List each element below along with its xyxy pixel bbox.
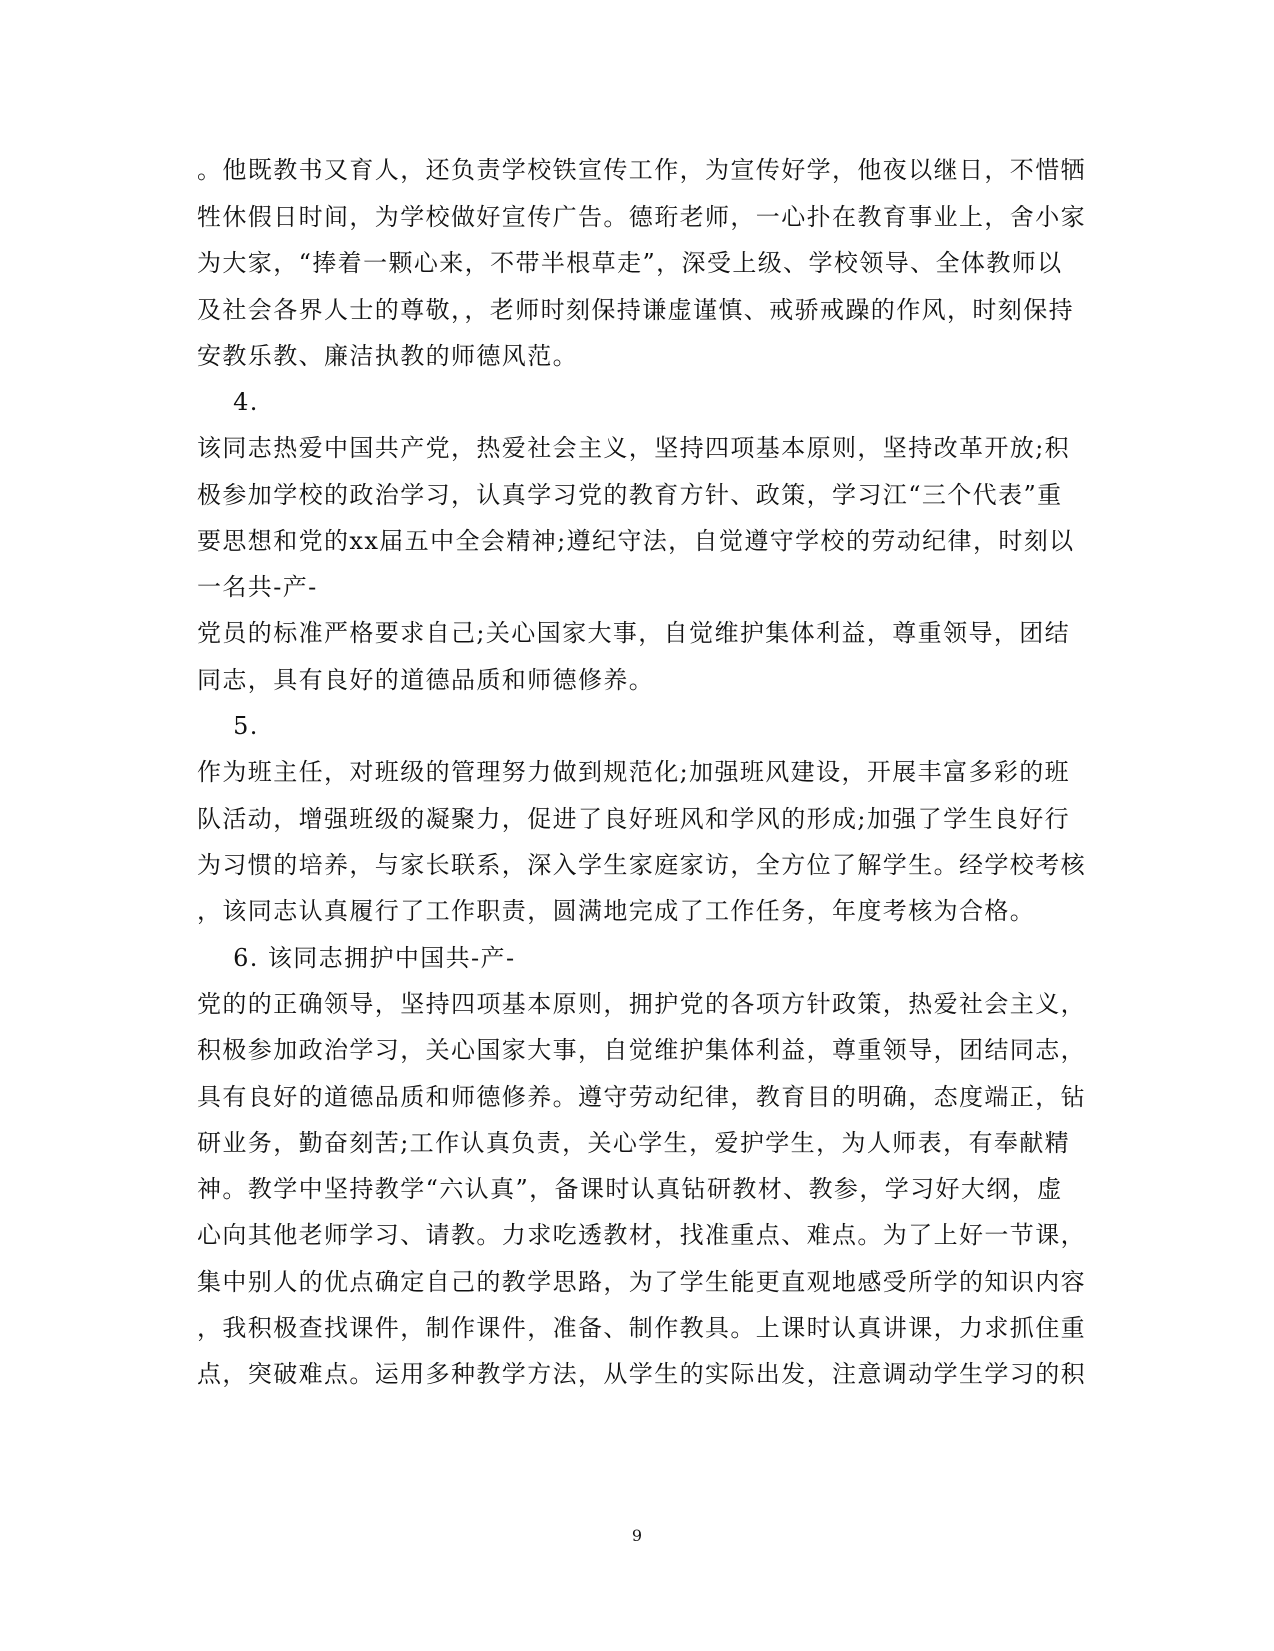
text-line: 心向其他老师学习、请教。力求吃透教材，找准重点、难点。为了上好一节课，: [197, 1221, 1086, 1249]
text-line: 为大家，“捧着一颗心来，不带半根草走”，深受上级、学校领导、全体教师以: [197, 249, 1063, 277]
text-line: 5.: [197, 712, 259, 740]
text-line: 牲休假日时间，为学校做好宣传广告。德珩老师，一心扑在教育事业上，舍小家: [197, 203, 1086, 231]
text-line: 及社会各界人士的尊敬，，老师时刻保持谦虚谨慎、戒骄戒躁的作风，时刻保持: [197, 296, 1074, 324]
text-line: ，我积极查找课件，制作课件，准备、制作教具。上课时认真讲课，力求抓住重: [197, 1314, 1086, 1342]
text-line: 安教乐教、廉洁执教的师德风范。: [197, 342, 578, 370]
text-line: 。他既教书又育人，还负责学校铁宣传工作，为宣传好学，他夜以继日，不惜牺: [197, 156, 1086, 184]
text-line: 作为班主任，对班级的管理努力做到规范化;加强班风建设，开展丰富多彩的班: [197, 758, 1071, 786]
text-line: 党员的标准严格要求自己;关心国家大事，自觉维护集体利益，尊重领导，团结: [197, 619, 1071, 647]
text-line: 具有良好的道德品质和师德修养。遵守劳动纪律，教育目的明确，态度端正，钻: [197, 1083, 1086, 1111]
text-line: 6. 该同志拥护中国共-产-: [197, 944, 516, 972]
text-line: 神。教学中坚持教学“六认真”，备课时认真钻研教材、教参，学习好大纲，虚: [197, 1175, 1063, 1203]
text-line: 该同志热爱中国共产党，热爱社会主义，坚持四项基本原则，坚持改革开放;积: [197, 434, 1071, 462]
text-line: 一名共-产-: [197, 573, 318, 601]
text-line: 党的的正确领导，坚持四项基本原则，拥护党的各项方针政策，热爱社会主义，: [197, 990, 1086, 1018]
text-line: 积极参加政治学习，关心国家大事，自觉维护集体利益，尊重领导，团结同志，: [197, 1036, 1086, 1064]
text-line: 要思想和党的xx届五中全会精神;遵纪守法，自觉遵守学校的劳动纪律，时刻以: [197, 527, 1075, 555]
text-line: 集中别人的优点确定自己的教学思路，为了学生能更直观地感受所学的知识内容: [197, 1268, 1086, 1296]
text-line: 同志，具有良好的道德品质和师德修养。: [197, 666, 655, 694]
text-line: 4.: [197, 388, 259, 416]
text-line: ，该同志认真履行了工作职责，圆满地完成了工作任务，年度考核为合格。: [197, 897, 1036, 925]
text-line: 极参加学校的政治学习，认真学习党的教育方针、政策，学习江“三个代表”重: [197, 481, 1063, 509]
text-line: 为习惯的培养，与家长联系，深入学生家庭家访，全方位了解学生。经学校考核: [197, 851, 1086, 879]
text-line: 点，突破难点。运用多种教学方法，从学生的实际出发，注意调动学生学习的积: [197, 1360, 1086, 1388]
text-line: 研业务，勤奋刻苦;工作认真负责，关心学生，爱护学生，为人师表，有奉献精: [197, 1129, 1071, 1157]
page-number: 9: [631, 1526, 643, 1545]
text-line: 队活动，增强班级的凝聚力，促进了良好班风和学风的形成;加强了学生良好行: [197, 805, 1071, 833]
